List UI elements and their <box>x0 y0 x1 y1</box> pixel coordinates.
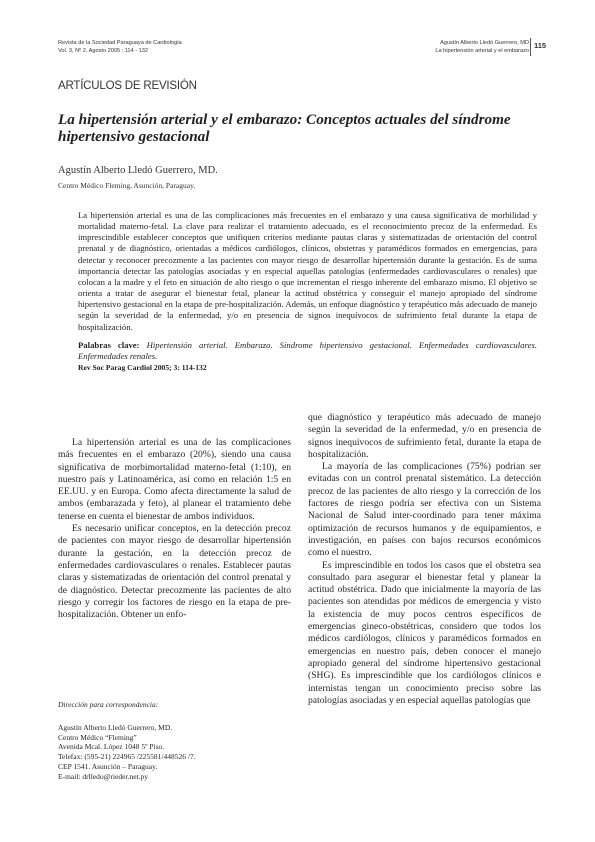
citation: Rev Soc Parag Cardiol 2005; 3: 114-132 <box>78 363 207 372</box>
journal-name: Revista de la Sociedad Paraguaya de Cardiología <box>58 40 182 46</box>
author-affiliation: Centro Médico Fleming, Asunción, Paraguay. <box>58 181 196 190</box>
body-column-right <box>308 412 541 707</box>
keywords-list: Hipertensión arterial. Embarazo. Síndrome hipertensivo gestacional. Enfermedades cardiovasculares. Enfermedades renales. <box>78 340 537 361</box>
correspondence-line: Centro Médico “Fleming” <box>58 732 137 742</box>
correspondence-line: Agustín Alberto Lledó Guerrero, MD. <box>58 722 173 732</box>
body-paragraph: Es necesario unificar conceptos, en la detección precoz de pacientes con mayor riesgo de desarrollar hipertensión durante la gestación, en la detección precoz de enfermedades cardiovasculares o renales. Establecer pautas claras y sistematizadas de orientación del control prenatal y de diagnóstico. Detectar precozmente las pacientes de alto riesgo y corregir los factores de riesgo en la etapa de pre-hospitalización. Obtener un enfo- <box>58 523 291 621</box>
running-header <box>435 39 529 55</box>
running-title: La hipertensión arterial y el embarazo <box>435 48 529 54</box>
correspondence <box>58 700 291 782</box>
body-paragraph: La hipertensión arterial es una de las complicaciones más frecuentes en el embarazo (20%), siendo una causa significativa de morbimortalidad materno-fetal (1:10), en nuestro país y Latinoamérica, así como en relación 1:5 en EE.UU. y en Europa. Como afecta directamente la salud de ambos (embarazada y feto), al planear el tratamiento debe tenerse en cuenta el bienestar de ambos individuos. <box>58 437 291 522</box>
body-paragraph: que diagnóstico y terapéutico más adecuado de manejo según la severidad de la enfermedad, y/o en presencia de signos inequívocos de sufrimiento fetal, durante la etapa de hospitalización. <box>308 412 541 460</box>
correspondence-line: Avenida Mcal. López 1048 5º Piso. <box>58 742 165 752</box>
page-number: 115 <box>534 41 547 50</box>
correspondence-line: CEP 1541. Asunción – Paraguay. <box>58 761 158 771</box>
author-name: Agustín Alberto Lledó Guerrero, MD. <box>58 165 218 176</box>
correspondence-title: Dirección para correspondencia: <box>58 700 159 709</box>
running-author: Agustín Alberto Lledó Guerrero, MD <box>440 40 529 46</box>
keywords-label: Palabras clave: <box>78 340 140 350</box>
journal-header <box>58 39 182 55</box>
body-paragraph: La mayoría de las complicaciones (75%) podrían ser evitadas con un control prenatal sistemático. La detección precoz de las pacientes de alto riesgo y la corrección de los factores de riesgo podría ser efectiva con un Sistema Nacional de Salud inter-coordinado para tener máxima optimización de recursos humanos y de equipamientos, e investigación, en países con bajos recursos económicos como el nuestro. <box>308 461 541 559</box>
article-title: La hipertensión arterial y el embarazo: Conceptos actuales del síndrome hipertensivo gestacional <box>58 111 511 145</box>
correspondence-line: Telefax: (595-21) 224965 /225581/448526 /7. <box>58 752 196 762</box>
section-label: ARTÍCULOS DE REVISIÓN <box>58 80 197 92</box>
abstract: La hipertensión arterial es una de las complicaciones más frecuentes en el embarazo y una causa significativa de morbilidad y mortalidad materno-fetal. La clave para realizar el tratamiento adecuado, es el reconocimiento precoz de la enfermedad. Es imprescindible establecer conceptos que unifiquen criterios mediante pautas claras y sistematizadas de orientación del control prenatal y de diagnóstico, orientadas a médicos cardiólogos, clínicos, obstetras y paramédicos formados en emergencias, para detectar y reconocer precozmente a las pacientes con mayor riesgo de desarrollar hipertensión durante la gestación. Es de suma importancia detectar las patologías asociadas y en especial aquellas patologías (enfermedades cardiovasculares o renales) que colocan a la madre y el feto en situación de alto riesgo o que incrementan el riesgo inherente del embarazo mismo. El objetivo se orienta a tratar de asegurar el bienestar fetal, planear la actitud obstétrica y conseguir el manejo apropiado del síndrome hipertensivo gestacional en la etapa de pre-hospitalización. Además, un enfoque diagnóstico y terapéutico más adecuado de manejo según la severidad de la enfermedad, y/o en presencia de signos inequívocos de sufrimiento fetal durante la etapa de hospitalización. <box>78 210 537 332</box>
body-column-left <box>58 437 291 621</box>
body-paragraph: Es imprescindible en todos los casos que el obstetra sea consultado para asegurar el bienestar fetal y planear la actitud obstétrica. Dado que inicialmente la mayoría de las pacientes son atendidas por médicos de emergencia y visto la existencia de muy pocos centros específicos de emergencias gineco-obstétricas, considero que todos los médicos cardiólogos, clínicos y paramédicos formados en emergencias en nuestro país, deben conocer el manejo apropiado general del síndrome hipertensivo gestacional (SHG). Es imprescindible que los cardiólogos clínicos e internistas tengan un conocimiento preciso sobre las patologías asociadas y en especial aquellas patologías que <box>308 559 541 706</box>
journal-volume: Vol. 3, Nº 2. Agosto 2005 : 114 - 132 <box>58 48 148 54</box>
keywords <box>78 340 537 362</box>
correspondence-email[interactable]: E-mail: drlledo@rieder.net.py <box>58 771 149 781</box>
header-divider <box>530 38 531 56</box>
